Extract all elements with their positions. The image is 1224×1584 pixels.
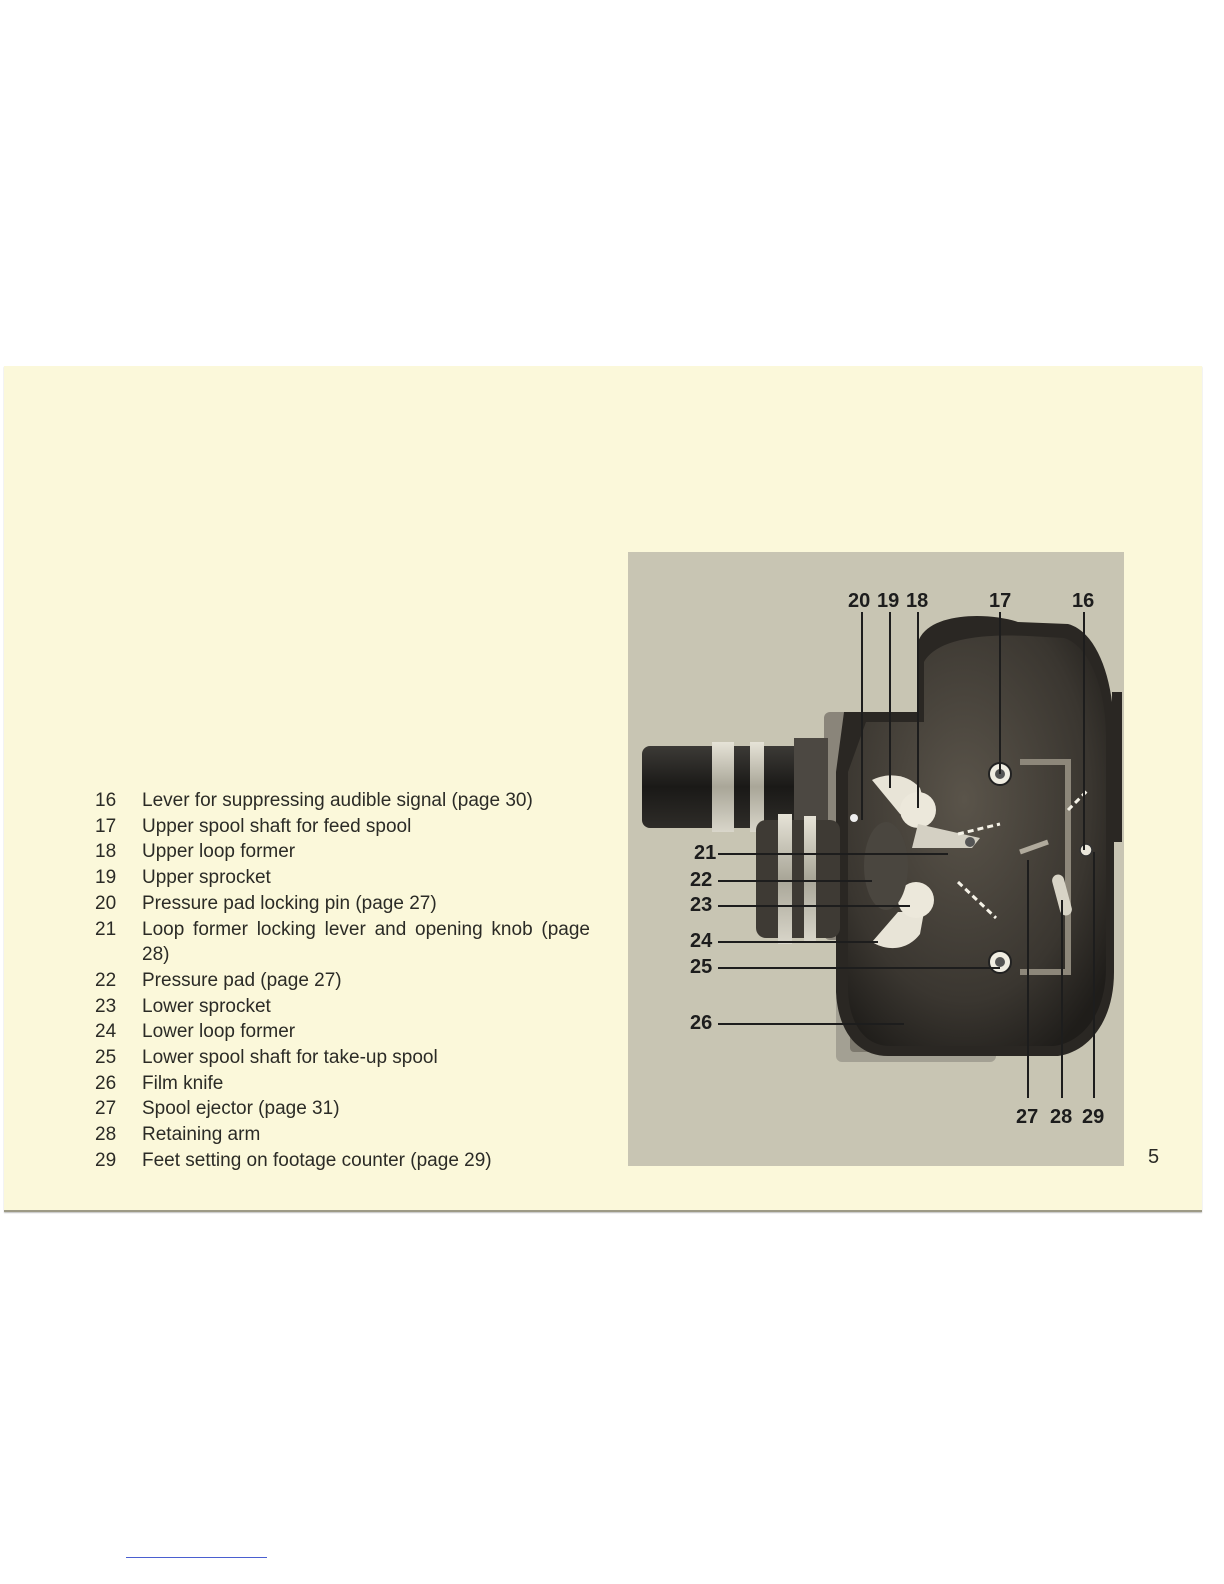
part-description: Lower loop former [142,1021,296,1043]
part-number: 28 [95,1124,117,1146]
callout-23: 23 [690,894,713,916]
part-description: Pressure pad locking pin (page 27) [142,892,437,914]
part-number: 29 [95,1149,117,1171]
page-number: 5 [1148,1146,1160,1168]
part-number: 25 [95,1047,117,1069]
part-number: 16 [95,790,117,811]
part-number: 20 [95,892,117,914]
callout-26: 26 [690,1012,713,1034]
camera-photo [628,552,1124,1166]
part-number: 17 [95,815,117,837]
part-description: Lever for suppressing audible signal (page 30) [142,790,533,811]
list-item [95,917,590,968]
part-description: Lower spool shaft for take-up spool [142,1047,438,1069]
callout-29: 29 [1082,1106,1105,1128]
part-description: Pressure pad (page 27) [142,969,342,991]
callout-22: 22 [690,869,713,891]
camera-body [824,616,1122,1062]
list-item [95,1122,590,1148]
callout-19: 19 [877,590,900,612]
part-number: 18 [95,841,117,863]
callout-18: 18 [906,590,929,612]
list-item [95,994,590,1020]
part-number: 27 [95,1098,117,1120]
list-item [95,1071,590,1097]
callout-24: 24 [690,930,713,952]
callout-27: 27 [1016,1106,1039,1128]
list-item [95,788,590,814]
part-number: 22 [95,969,117,991]
part-number: 23 [95,995,117,1017]
callout-25: 25 [690,956,713,978]
part-description: Loop former locking lever and opening knob (page 28) [142,918,590,966]
part-description: Retaining arm [142,1124,261,1146]
list-item [95,865,590,891]
part-description: Film knife [142,1072,224,1094]
part-number: 26 [95,1072,117,1094]
callout-28: 28 [1050,1106,1073,1128]
part-description: Upper sprocket [142,867,271,889]
list-item [95,1148,590,1174]
part-number: 21 [95,918,117,940]
list-item [95,1045,590,1071]
list-item [95,1096,590,1122]
list-item [95,1019,590,1045]
callout-21: 21 [694,842,717,864]
callout-16: 16 [1072,590,1095,612]
part-description: Upper spool shaft for feed spool [142,815,412,837]
part-description: Upper loop former [142,841,296,863]
part-number: 19 [95,867,117,889]
part-number: 24 [95,1021,117,1043]
part-description: Feet setting on footage counter (page 29) [142,1149,492,1171]
callout-17: 17 [989,590,1012,612]
part-description: Spool ejector (page 31) [142,1098,340,1120]
list-item [95,968,590,994]
callout-20: 20 [848,590,871,612]
list-item [95,839,590,865]
divider-line [126,1557,267,1558]
camera-lens [642,738,840,944]
parts-legend [95,788,590,1174]
list-item [95,891,590,917]
part-description: Lower sprocket [142,995,271,1017]
list-item [95,814,590,840]
